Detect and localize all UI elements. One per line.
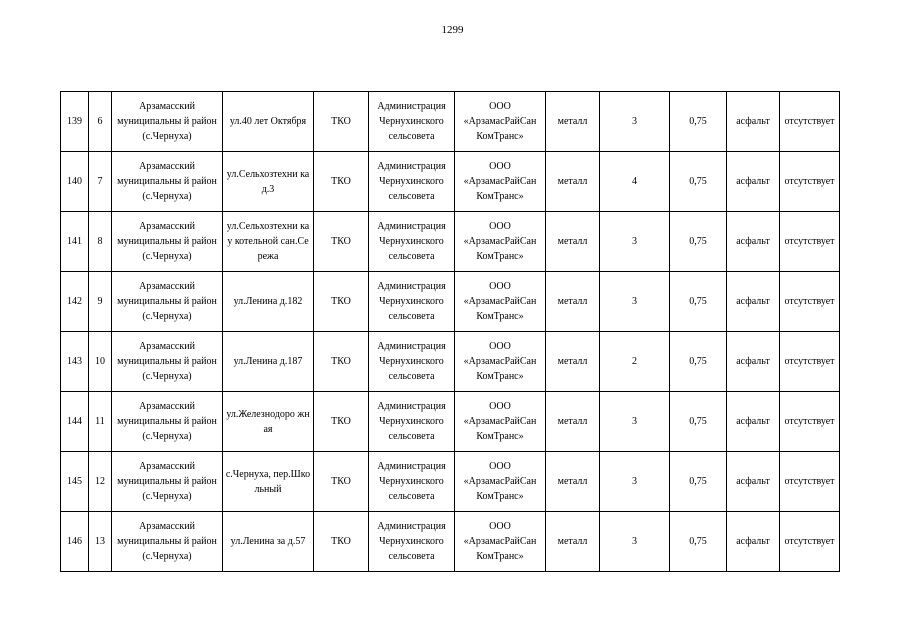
cell-district: Арзамасский муниципальны й район (с.Чернуха)	[112, 392, 223, 452]
cell-material: металл	[546, 92, 600, 152]
cell-number: 146	[61, 512, 89, 572]
cell-container-count: 2	[600, 332, 670, 392]
cell-number: 141	[61, 212, 89, 272]
cell-waste-type: ТКО	[314, 152, 369, 212]
cell-operator: ООО «АрзамасРайСан КомТранс»	[455, 452, 546, 512]
cell-address: ул.40 лет Октября	[223, 92, 314, 152]
cell-surface: асфальт	[727, 512, 780, 572]
cell-container-count: 3	[600, 212, 670, 272]
cell-waste-type: ТКО	[314, 392, 369, 452]
cell-fence: отсутствует	[780, 452, 840, 512]
cell-fence: отсутствует	[780, 392, 840, 452]
cell-volume: 0,75	[670, 332, 727, 392]
table-row	[61, 92, 840, 152]
cell-number: 142	[61, 272, 89, 332]
cell-container-count: 4	[600, 152, 670, 212]
cell-operator: ООО «АрзамасРайСан КомТранс»	[455, 272, 546, 332]
cell-owner: Администрация Чернухинского сельсовета	[369, 272, 455, 332]
cell-material: металл	[546, 452, 600, 512]
cell-material: металл	[546, 512, 600, 572]
cell-waste-type: ТКО	[314, 332, 369, 392]
cell-volume: 0,75	[670, 272, 727, 332]
cell-operator: ООО «АрзамасРайСан КомТранс»	[455, 512, 546, 572]
cell-district: Арзамасский муниципальны й район (с.Чернуха)	[112, 512, 223, 572]
cell-owner: Администрация Чернухинского сельсовета	[369, 92, 455, 152]
cell-operator: ООО «АрзамасРайСан КомТранс»	[455, 392, 546, 452]
cell-address: ул.Ленина д.182	[223, 272, 314, 332]
cell-container-count: 3	[600, 392, 670, 452]
cell-sub-number: 12	[89, 452, 112, 512]
page-number: 1299	[441, 24, 464, 36]
cell-container-count: 3	[600, 272, 670, 332]
cell-material: металл	[546, 152, 600, 212]
cell-fence: отсутствует	[780, 92, 840, 152]
cell-fence: отсутствует	[780, 212, 840, 272]
cell-owner: Администрация Чернухинского сельсовета	[369, 452, 455, 512]
cell-fence: отсутствует	[780, 152, 840, 212]
cell-district: Арзамасский муниципальны й район (с.Чернуха)	[112, 332, 223, 392]
cell-container-count: 3	[600, 92, 670, 152]
cell-district: Арзамасский муниципальны й район (с.Чернуха)	[112, 212, 223, 272]
cell-sub-number: 9	[89, 272, 112, 332]
table-row	[61, 512, 840, 572]
cell-sub-number: 11	[89, 392, 112, 452]
cell-owner: Администрация Чернухинского сельсовета	[369, 152, 455, 212]
cell-owner: Администрация Чернухинского сельсовета	[369, 392, 455, 452]
cell-sub-number: 6	[89, 92, 112, 152]
cell-volume: 0,75	[670, 152, 727, 212]
table-row	[61, 152, 840, 212]
cell-district: Арзамасский муниципальны й район (с.Чернуха)	[112, 152, 223, 212]
cell-surface: асфальт	[727, 272, 780, 332]
cell-sub-number: 13	[89, 512, 112, 572]
cell-owner: Администрация Чернухинского сельсовета	[369, 512, 455, 572]
cell-waste-type: ТКО	[314, 212, 369, 272]
cell-surface: асфальт	[727, 92, 780, 152]
cell-waste-type: ТКО	[314, 272, 369, 332]
cell-number: 143	[61, 332, 89, 392]
cell-surface: асфальт	[727, 212, 780, 272]
cell-volume: 0,75	[670, 92, 727, 152]
cell-operator: ООО «АрзамасРайСан КомТранс»	[455, 332, 546, 392]
cell-container-count: 3	[600, 512, 670, 572]
waste-sites-table	[60, 91, 840, 572]
cell-volume: 0,75	[670, 452, 727, 512]
cell-address: ул.Сельхозтехни ка у котельной сан.Сережа	[223, 212, 314, 272]
table-row	[61, 332, 840, 392]
cell-waste-type: ТКО	[314, 512, 369, 572]
cell-waste-type: ТКО	[314, 92, 369, 152]
cell-district: Арзамасский муниципальны й район (с.Чернуха)	[112, 452, 223, 512]
cell-material: металл	[546, 272, 600, 332]
cell-address: ул.Ленина за д.57	[223, 512, 314, 572]
cell-sub-number: 8	[89, 212, 112, 272]
cell-surface: асфальт	[727, 392, 780, 452]
cell-volume: 0,75	[670, 392, 727, 452]
cell-volume: 0,75	[670, 212, 727, 272]
cell-address: ул.Железнодоро жная	[223, 392, 314, 452]
cell-number: 139	[61, 92, 89, 152]
cell-container-count: 3	[600, 452, 670, 512]
cell-surface: асфальт	[727, 152, 780, 212]
cell-material: металл	[546, 332, 600, 392]
cell-material: металл	[546, 212, 600, 272]
cell-owner: Администрация Чернухинского сельсовета	[369, 212, 455, 272]
cell-owner: Администрация Чернухинского сельсовета	[369, 332, 455, 392]
cell-operator: ООО «АрзамасРайСан КомТранс»	[455, 92, 546, 152]
cell-district: Арзамасский муниципальны й район (с.Чернуха)	[112, 272, 223, 332]
cell-address: с.Чернуха, пер.Школьный	[223, 452, 314, 512]
cell-address: ул.Сельхозтехни ка д.3	[223, 152, 314, 212]
table-row	[61, 392, 840, 452]
cell-number: 145	[61, 452, 89, 512]
table-row	[61, 452, 840, 512]
cell-number: 144	[61, 392, 89, 452]
cell-sub-number: 7	[89, 152, 112, 212]
cell-operator: ООО «АрзамасРайСан КомТранс»	[455, 152, 546, 212]
cell-material: металл	[546, 392, 600, 452]
cell-district: Арзамасский муниципальны й район (с.Чернуха)	[112, 92, 223, 152]
cell-waste-type: ТКО	[314, 452, 369, 512]
cell-fence: отсутствует	[780, 332, 840, 392]
cell-volume: 0,75	[670, 512, 727, 572]
cell-operator: ООО «АрзамасРайСан КомТранс»	[455, 212, 546, 272]
cell-surface: асфальт	[727, 332, 780, 392]
table-row	[61, 272, 840, 332]
cell-address: ул.Ленина д.187	[223, 332, 314, 392]
cell-fence: отсутствует	[780, 272, 840, 332]
cell-sub-number: 10	[89, 332, 112, 392]
cell-fence: отсутствует	[780, 512, 840, 572]
cell-number: 140	[61, 152, 89, 212]
cell-surface: асфальт	[727, 452, 780, 512]
table-row	[61, 212, 840, 272]
